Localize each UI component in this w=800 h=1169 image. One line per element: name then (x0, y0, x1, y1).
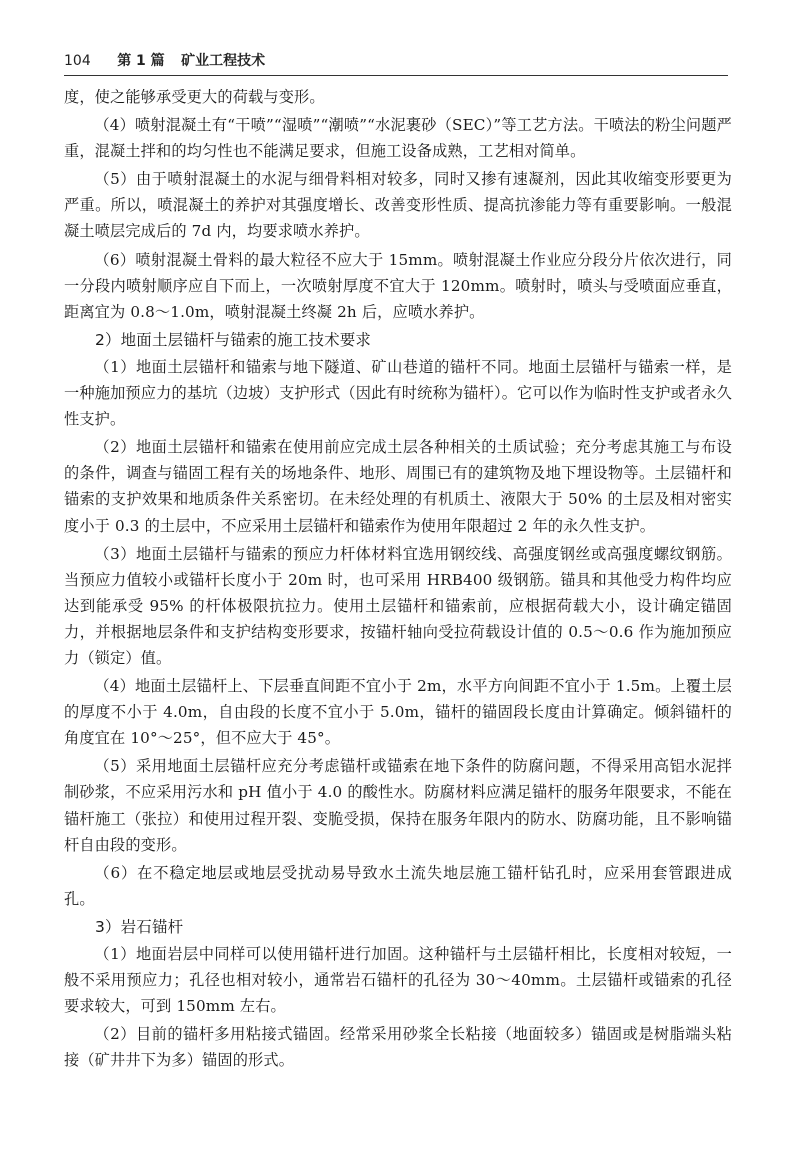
paragraph: （1）地面土层锚杆和锚索与地下隧道、矿山巷道的锚杆不同。地面土层锚杆与锚索一样，是一种施加预应力的基坑（边坡）支护形式（因此有时统称为锚杆）。它可以作为临时性支护或者永久性支护。 (64, 357, 732, 429)
running-header (64, 50, 724, 72)
page-body (64, 84, 732, 1075)
subheading: 2）地面土层锚杆与锚索的施工技术要求 (95, 330, 372, 349)
paragraph: （6）在不稳定地层或地层受扰动易导致水土流失地层施工锚杆钻孔时，应采用套管跟进成孔。 (64, 863, 732, 908)
section-title: 矿业工程技术 (181, 53, 266, 69)
header-rule (64, 75, 728, 76)
paragraph-continued: 度，使之能够承受更大的荷载与变形。 (64, 88, 325, 106)
paragraph: （3）地面土层锚杆与锚索的预应力杆体材料宜选用钢绞线、高强度钢丝或高强度螺纹钢筋。当预应力值较小或锚杆长度小于 20m 时，也可采用 HRB400 级钢筋。锚具和其他受力构件均应达到能承受 95% 的杆体极限抗拉力。使用土层锚杆和锚索前，应根据荷载大小，设计确定锚固力，并根据地层条件和支护结构变形要求，按锚杆轴向受拉荷载设计值的 0.5～0.6 作为施加预应力（锁定）值。 (64, 544, 732, 667)
paragraph: （4）地面土层锚杆上、下层垂直间距不宜小于 2m，水平方向间距不宜小于 1.5m。上覆土层的厚度不小于 4.0m，自由段的长度不宜小于 5.0m，锚杆的锚固段长度由计算确定。倾斜锚杆的角度宜在 10°～25°，但不应大于 45°。 (64, 677, 732, 748)
paragraph: （2）地面土层锚杆和锚索在使用前应完成土层各种相关的土质试验；充分考虑其施工与布设的条件，调查与锚固工程有关的场地条件、地形、周围已有的建筑物及地下埋设物等。土层锚杆和锚索的支护效果和地质条件关系密切。在未经处理的有机质土、液限大于 50% 的土层及相对密实度小于 0.3 的土层中，不应采用土层锚杆和锚索作为使用年限超过 2 年的永久性支护。 (64, 438, 732, 535)
paragraph: （5）采用地面土层锚杆应充分考虑锚杆或锚索在地下条件的防腐问题，不得采用高铝水泥拌制砂浆，不应采用污水和 pH 值小于 4.0 的酸性水。防腐材料应满足锚杆的服务年限要求，不能在锚杆施工（张拉）和使用过程开裂、变脆受损，保持在服务年限内的防水、防腐功能，且不影响锚杆自由段的变形。 (64, 757, 732, 854)
paragraph: （5）由于喷射混凝土的水泥与细骨料相对较多，同时又掺有速凝剂，因此其收缩变形要更为严重。所以，喷混凝土的养护对其强度增长、改善变形性质、提高抗渗能力等有重要影响。一般混凝土喷层完成后的 7d 内，均要求喷水养护。 (64, 170, 732, 241)
paragraph: （2）目前的锚杆多用粘接式锚固。经常采用砂浆全长粘接（地面较多）锚固或是树脂端头粘接（矿井井下为多）锚固的形式。 (64, 1025, 732, 1070)
page-number: 104 (64, 53, 91, 69)
paragraph: （6）喷射混凝土骨料的最大粒径不应大于 15mm。喷射混凝土作业应分段分片依次进行，同一分段内喷射顺序应自下而上，一次喷射厚度不宜大于 120mm。喷射时，喷头与受喷面应垂直，距离宜为 0.8～1.0m，喷射混凝土终凝 2h 后，应喷水养护。 (64, 250, 732, 321)
paragraph: （1）地面岩层中同样可以使用锚杆进行加固。这种锚杆与土层锚杆相比，长度相对较短，一般不采用预应力；孔径也相对较小，通常岩石锚杆的孔径为 30～40mm。土层锚杆或锚索的孔径要求较大，可到 150mm 左右。 (64, 945, 732, 1016)
paragraph: （4）喷射混凝土有“干喷”“湿喷”“潮喷”“水泥裹砂（SEC）”等工艺方法。干喷法的粉尘问题严重，混凝土拌和的均匀性也不能满足要求，但施工设备成熟，工艺相对简单。 (64, 116, 732, 161)
subheading: 3）岩石锚杆 (95, 917, 184, 936)
chapter-label: 第 1 篇 (117, 53, 165, 69)
